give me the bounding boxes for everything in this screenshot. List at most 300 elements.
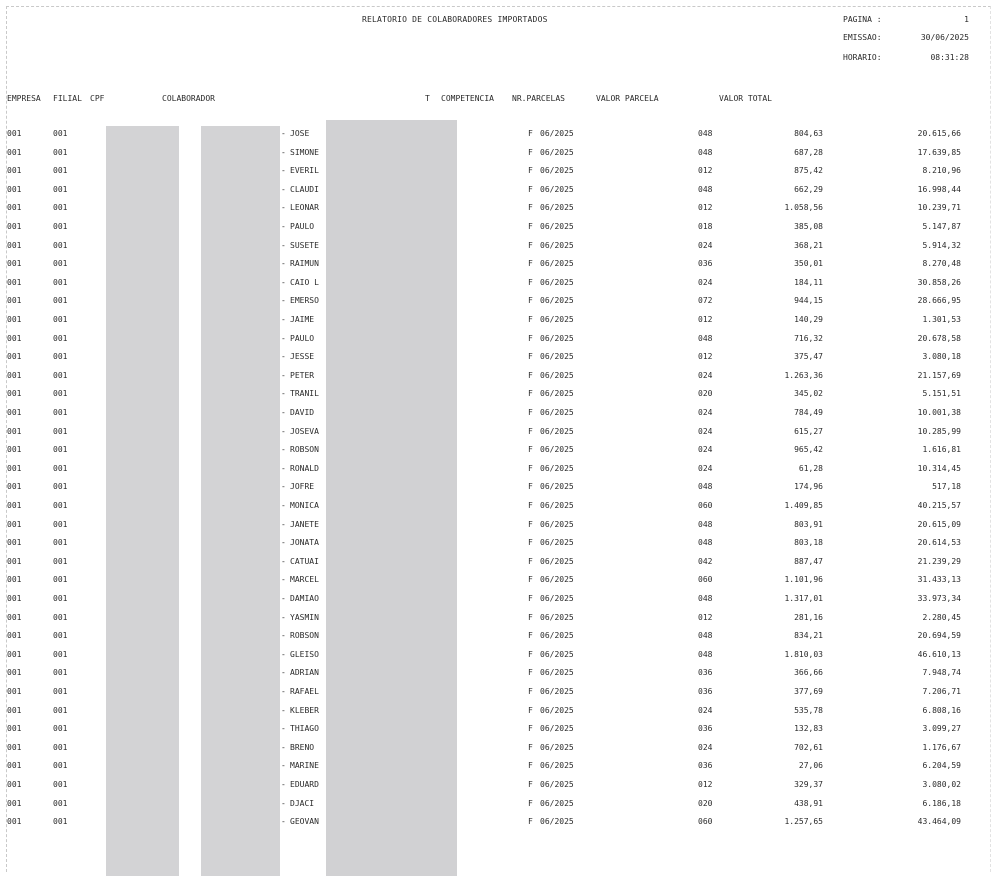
cell-valor-parcela: 1.257,65 [784, 817, 823, 827]
name-separator: - [281, 668, 286, 678]
cell-empresa: 001 [7, 575, 22, 585]
cell-valor-total: 6.204,59 [922, 761, 961, 771]
cell-filial: 001 [53, 184, 68, 194]
cell-t: F [528, 482, 533, 492]
name-separator: - [281, 184, 286, 194]
cell-filial: 001 [53, 147, 68, 157]
cell-colaborador: JOSE [290, 129, 310, 138]
cell-filial: 001 [53, 761, 68, 771]
table-row [0, 200, 997, 218]
col-header-cpf: CPF [90, 94, 105, 103]
name-separator: - [281, 780, 286, 789]
cell-filial: 001 [53, 817, 68, 827]
cell-valor-total: 2.280,45 [922, 612, 961, 622]
cell-filial: 001 [53, 129, 68, 138]
cell-competencia: 06/2025 [540, 222, 574, 231]
cell-valor-total: 31.433,13 [917, 575, 961, 585]
cell-filial: 001 [53, 519, 68, 529]
cell-valor-parcela: 875,42 [794, 166, 823, 176]
cell-filial: 001 [53, 687, 68, 696]
col-header-competencia: COMPETENCIA [441, 94, 494, 103]
name-separator: - [281, 631, 286, 641]
name-separator: - [281, 352, 286, 362]
name-separator: - [281, 556, 286, 566]
cell-t: F [528, 575, 533, 585]
table-row [0, 684, 997, 702]
cell-valor-total: 6.186,18 [922, 798, 961, 808]
name-separator: - [281, 240, 286, 250]
cell-valor-total: 5.151,51 [922, 389, 961, 399]
cell-parcelas: 048 [698, 333, 713, 343]
table-row [0, 312, 997, 330]
cell-valor-parcela: 716,32 [794, 333, 823, 343]
cell-empresa: 001 [7, 798, 22, 808]
cell-t: F [528, 594, 533, 603]
cell-valor-total: 20.614,53 [917, 538, 961, 548]
name-separator: - [281, 463, 286, 473]
cell-valor-parcela: 345,02 [794, 389, 823, 399]
cell-t: F [528, 817, 533, 827]
cell-colaborador: JONATA [290, 538, 319, 548]
cell-empresa: 001 [7, 761, 22, 771]
cell-valor-total: 20.615,66 [917, 129, 961, 138]
cell-valor-parcela: 184,11 [794, 277, 823, 287]
cell-competencia: 06/2025 [540, 203, 574, 213]
cell-competencia: 06/2025 [540, 687, 574, 696]
name-separator: - [281, 222, 286, 231]
name-separator: - [281, 519, 286, 529]
cell-competencia: 06/2025 [540, 389, 574, 399]
cell-parcelas: 012 [698, 352, 713, 362]
cell-colaborador: EVERIL [290, 166, 319, 176]
cell-colaborador: JAIME [290, 315, 315, 324]
cell-parcelas: 048 [698, 129, 713, 138]
cell-parcelas: 048 [698, 649, 713, 659]
cell-empresa: 001 [7, 817, 22, 827]
cell-competencia: 06/2025 [540, 184, 574, 194]
table-row [0, 331, 997, 349]
table-row [0, 610, 997, 628]
cell-valor-parcela: 366,66 [794, 668, 823, 678]
cell-valor-parcela: 438,91 [794, 798, 823, 808]
cell-parcelas: 024 [698, 240, 713, 250]
cell-parcelas: 036 [698, 761, 713, 771]
cell-colaborador: BRENO [290, 742, 315, 752]
cell-colaborador: RAFAEL [290, 687, 319, 696]
cell-valor-total: 33.973,34 [917, 594, 961, 603]
name-separator: - [281, 705, 286, 715]
cell-empresa: 001 [7, 631, 22, 641]
time-label: HORARIO: [843, 53, 882, 62]
name-separator: - [281, 389, 286, 399]
cell-parcelas: 072 [698, 296, 713, 306]
cell-valor-parcela: 329,37 [794, 780, 823, 789]
cell-valor-total: 7.206,71 [922, 687, 961, 696]
cell-valor-total: 5.914,32 [922, 240, 961, 250]
cell-filial: 001 [53, 166, 68, 176]
cell-parcelas: 024 [698, 463, 713, 473]
cell-t: F [528, 668, 533, 678]
cell-valor-parcela: 1.058,56 [784, 203, 823, 213]
name-separator: - [281, 724, 286, 734]
col-header-valor-total: VALOR TOTAL [719, 94, 772, 103]
cell-valor-parcela: 281,16 [794, 612, 823, 622]
cell-parcelas: 048 [698, 631, 713, 641]
cell-t: F [528, 389, 533, 399]
cell-filial: 001 [53, 556, 68, 566]
table-row [0, 126, 997, 144]
cell-colaborador: GLEISO [290, 649, 319, 659]
cell-colaborador: CAIO L [290, 277, 319, 287]
time-line [843, 53, 969, 62]
cell-filial: 001 [53, 277, 68, 287]
name-separator: - [281, 538, 286, 548]
cell-filial: 001 [53, 296, 68, 306]
name-separator: - [281, 129, 286, 138]
cell-filial: 001 [53, 240, 68, 250]
cell-competencia: 06/2025 [540, 240, 574, 250]
cell-valor-total: 517,18 [932, 482, 961, 492]
cell-competencia: 06/2025 [540, 594, 574, 603]
cell-colaborador: DAVID [290, 408, 315, 417]
cell-competencia: 06/2025 [540, 631, 574, 641]
cell-filial: 001 [53, 482, 68, 492]
cell-valor-total: 20.678,58 [917, 333, 961, 343]
table-row [0, 535, 997, 553]
cell-competencia: 06/2025 [540, 538, 574, 548]
cell-colaborador: EDUARD [290, 780, 319, 789]
cell-valor-total: 1.616,81 [922, 445, 961, 455]
name-separator: - [281, 426, 286, 436]
table-row [0, 554, 997, 572]
name-separator: - [281, 761, 286, 771]
cell-valor-parcela: 375,47 [794, 352, 823, 362]
cell-t: F [528, 742, 533, 752]
cell-parcelas: 048 [698, 147, 713, 157]
cell-empresa: 001 [7, 352, 22, 362]
col-header-empresa: EMPRESA [7, 94, 41, 103]
cell-valor-parcela: 887,47 [794, 556, 823, 566]
cell-competencia: 06/2025 [540, 463, 574, 473]
cell-valor-parcela: 27,06 [798, 761, 823, 771]
cell-empresa: 001 [7, 742, 22, 752]
cell-parcelas: 060 [698, 817, 713, 827]
cell-competencia: 06/2025 [540, 370, 574, 380]
cell-parcelas: 012 [698, 203, 713, 213]
table-row [0, 349, 997, 367]
emission-line [843, 33, 969, 42]
cell-t: F [528, 203, 533, 213]
table-row [0, 665, 997, 683]
cell-valor-parcela: 535,78 [794, 705, 823, 715]
cell-parcelas: 036 [698, 259, 713, 269]
cell-competencia: 06/2025 [540, 705, 574, 715]
cell-parcelas: 036 [698, 668, 713, 678]
cell-parcelas: 024 [698, 742, 713, 752]
cell-empresa: 001 [7, 705, 22, 715]
name-separator: - [281, 147, 286, 157]
cell-competencia: 06/2025 [540, 166, 574, 176]
table-row [0, 386, 997, 404]
cell-t: F [528, 426, 533, 436]
cell-filial: 001 [53, 426, 68, 436]
cell-empresa: 001 [7, 203, 22, 213]
cell-t: F [528, 370, 533, 380]
cell-empresa: 001 [7, 426, 22, 436]
cell-competencia: 06/2025 [540, 575, 574, 585]
cell-valor-total: 1.301,53 [922, 315, 961, 324]
cell-competencia: 06/2025 [540, 352, 574, 362]
cell-parcelas: 024 [698, 408, 713, 417]
cell-valor-total: 3.099,27 [922, 724, 961, 734]
table-row [0, 628, 997, 646]
cell-parcelas: 024 [698, 705, 713, 715]
col-header-t: T [425, 94, 430, 103]
cell-filial: 001 [53, 389, 68, 399]
cell-valor-total: 8.270,48 [922, 259, 961, 269]
cell-valor-total: 10.001,38 [917, 408, 961, 417]
cell-filial: 001 [53, 203, 68, 213]
cell-valor-parcela: 377,69 [794, 687, 823, 696]
cell-competencia: 06/2025 [540, 761, 574, 771]
cell-empresa: 001 [7, 556, 22, 566]
time-value: 08:31:28 [930, 53, 969, 62]
cell-valor-total: 46.610,13 [917, 649, 961, 659]
name-separator: - [281, 501, 286, 510]
cell-valor-parcela: 804,63 [794, 129, 823, 138]
table-row [0, 498, 997, 516]
name-separator: - [281, 649, 286, 659]
cell-colaborador: TRANIL [290, 389, 319, 399]
cell-valor-parcela: 350,01 [794, 259, 823, 269]
cell-empresa: 001 [7, 259, 22, 269]
cell-t: F [528, 147, 533, 157]
cell-competencia: 06/2025 [540, 445, 574, 455]
cell-empresa: 001 [7, 296, 22, 306]
cell-colaborador: ADRIAN [290, 668, 319, 678]
cell-parcelas: 036 [698, 724, 713, 734]
cell-empresa: 001 [7, 129, 22, 138]
cell-colaborador: RAIMUN [290, 259, 319, 269]
cell-competencia: 06/2025 [540, 501, 574, 510]
cell-t: F [528, 463, 533, 473]
cell-filial: 001 [53, 631, 68, 641]
cell-valor-parcela: 1.317,01 [784, 594, 823, 603]
cell-t: F [528, 222, 533, 231]
report-title: RELATORIO DE COLABORADORES IMPORTADOS [362, 15, 548, 24]
cell-valor-total: 43.464,09 [917, 817, 961, 827]
cell-valor-total: 20.615,09 [917, 519, 961, 529]
cell-t: F [528, 798, 533, 808]
cell-competencia: 06/2025 [540, 408, 574, 417]
cell-valor-parcela: 803,18 [794, 538, 823, 548]
cell-empresa: 001 [7, 408, 22, 417]
cell-valor-total: 28.666,95 [917, 296, 961, 306]
table-row [0, 256, 997, 274]
cell-parcelas: 048 [698, 538, 713, 548]
table-row [0, 740, 997, 758]
cell-competencia: 06/2025 [540, 315, 574, 324]
cell-t: F [528, 780, 533, 789]
cell-valor-parcela: 132,83 [794, 724, 823, 734]
cell-valor-parcela: 140,29 [794, 315, 823, 324]
table-row [0, 591, 997, 609]
cell-parcelas: 036 [698, 687, 713, 696]
table-row [0, 368, 997, 386]
cell-competencia: 06/2025 [540, 519, 574, 529]
cell-t: F [528, 352, 533, 362]
cell-valor-total: 10.239,71 [917, 203, 961, 213]
cell-filial: 001 [53, 463, 68, 473]
cell-competencia: 06/2025 [540, 333, 574, 343]
cell-parcelas: 020 [698, 389, 713, 399]
table-row [0, 572, 997, 590]
table-row [0, 647, 997, 665]
cell-colaborador: MARINE [290, 761, 319, 771]
cell-t: F [528, 277, 533, 287]
cell-valor-parcela: 1.409,85 [784, 501, 823, 510]
cell-t: F [528, 556, 533, 566]
cell-empresa: 001 [7, 724, 22, 734]
cell-colaborador: JOFRE [290, 482, 315, 492]
cell-valor-parcela: 662,29 [794, 184, 823, 194]
cell-filial: 001 [53, 780, 68, 789]
cell-valor-parcela: 965,42 [794, 445, 823, 455]
cell-empresa: 001 [7, 166, 22, 176]
cell-t: F [528, 538, 533, 548]
name-separator: - [281, 277, 286, 287]
cell-competencia: 06/2025 [540, 724, 574, 734]
emission-label: EMISSAO: [843, 33, 882, 42]
cell-competencia: 06/2025 [540, 817, 574, 827]
table-row [0, 238, 997, 256]
cell-empresa: 001 [7, 519, 22, 529]
cell-valor-parcela: 368,21 [794, 240, 823, 250]
cell-colaborador: MONICA [290, 501, 319, 510]
name-separator: - [281, 687, 286, 696]
cell-parcelas: 020 [698, 798, 713, 808]
cell-competencia: 06/2025 [540, 556, 574, 566]
cell-t: F [528, 761, 533, 771]
cell-filial: 001 [53, 538, 68, 548]
cell-valor-total: 3.080,02 [922, 780, 961, 789]
cell-colaborador: ROBSON [290, 631, 319, 641]
cell-filial: 001 [53, 333, 68, 343]
cell-filial: 001 [53, 798, 68, 808]
cell-filial: 001 [53, 315, 68, 324]
cell-parcelas: 048 [698, 184, 713, 194]
cell-t: F [528, 501, 533, 510]
cell-empresa: 001 [7, 463, 22, 473]
col-header-filial: FILIAL [53, 94, 82, 103]
cell-competencia: 06/2025 [540, 482, 574, 492]
cell-t: F [528, 184, 533, 194]
cell-valor-parcela: 615,27 [794, 426, 823, 436]
cell-empresa: 001 [7, 612, 22, 622]
table-row [0, 219, 997, 237]
cell-valor-total: 40.215,57 [917, 501, 961, 510]
cell-colaborador: EMERSO [290, 296, 319, 306]
cell-t: F [528, 315, 533, 324]
cell-t: F [528, 687, 533, 696]
cell-valor-parcela: 687,28 [794, 147, 823, 157]
page-label: PAGINA : [843, 15, 882, 24]
cell-colaborador: PAULO [290, 333, 315, 343]
cell-valor-total: 10.285,99 [917, 426, 961, 436]
cell-valor-total: 1.176,67 [922, 742, 961, 752]
cell-empresa: 001 [7, 370, 22, 380]
cell-parcelas: 024 [698, 277, 713, 287]
cell-valor-parcela: 174,96 [794, 482, 823, 492]
table-row [0, 182, 997, 200]
cell-empresa: 001 [7, 482, 22, 492]
cell-t: F [528, 166, 533, 176]
name-separator: - [281, 594, 286, 603]
cell-parcelas: 060 [698, 575, 713, 585]
cell-valor-parcela: 1.263,36 [784, 370, 823, 380]
table-row [0, 479, 997, 497]
cell-t: F [528, 631, 533, 641]
name-separator: - [281, 166, 286, 176]
table-row [0, 405, 997, 423]
cell-valor-parcela: 803,91 [794, 519, 823, 529]
cell-colaborador: DJACI [290, 798, 315, 808]
cell-competencia: 06/2025 [540, 612, 574, 622]
cell-t: F [528, 724, 533, 734]
table-row [0, 721, 997, 739]
cell-competencia: 06/2025 [540, 668, 574, 678]
cell-empresa: 001 [7, 277, 22, 287]
cell-colaborador: GEOVAN [290, 817, 319, 827]
cell-colaborador: LEONAR [290, 203, 319, 213]
table-row [0, 442, 997, 460]
col-header-colaborador: COLABORADOR [162, 94, 215, 103]
cell-t: F [528, 445, 533, 455]
name-separator: - [281, 575, 286, 585]
table-row [0, 517, 997, 535]
cell-colaborador: DAMIAO [290, 594, 319, 603]
name-separator: - [281, 742, 286, 752]
table-row [0, 145, 997, 163]
cell-valor-parcela: 61,28 [798, 463, 823, 473]
cell-parcelas: 042 [698, 556, 713, 566]
cell-t: F [528, 129, 533, 138]
cell-valor-total: 8.210,96 [922, 166, 961, 176]
cell-valor-total: 21.157,69 [917, 370, 961, 380]
name-separator: - [281, 445, 286, 455]
cell-colaborador: PAULO [290, 222, 315, 231]
cell-parcelas: 018 [698, 222, 713, 231]
table-row [0, 777, 997, 795]
cell-filial: 001 [53, 259, 68, 269]
cell-t: F [528, 296, 533, 306]
cell-filial: 001 [53, 649, 68, 659]
cell-t: F [528, 705, 533, 715]
table-row [0, 703, 997, 721]
cell-empresa: 001 [7, 184, 22, 194]
table-row [0, 796, 997, 814]
cell-filial: 001 [53, 222, 68, 231]
cell-t: F [528, 259, 533, 269]
cell-parcelas: 012 [698, 612, 713, 622]
cell-t: F [528, 649, 533, 659]
cell-competencia: 06/2025 [540, 277, 574, 287]
cell-filial: 001 [53, 668, 68, 678]
cell-colaborador: ROBSON [290, 445, 319, 455]
cell-parcelas: 048 [698, 594, 713, 603]
cell-colaborador: JOSEVA [290, 426, 319, 436]
cell-valor-total: 30.858,26 [917, 277, 961, 287]
